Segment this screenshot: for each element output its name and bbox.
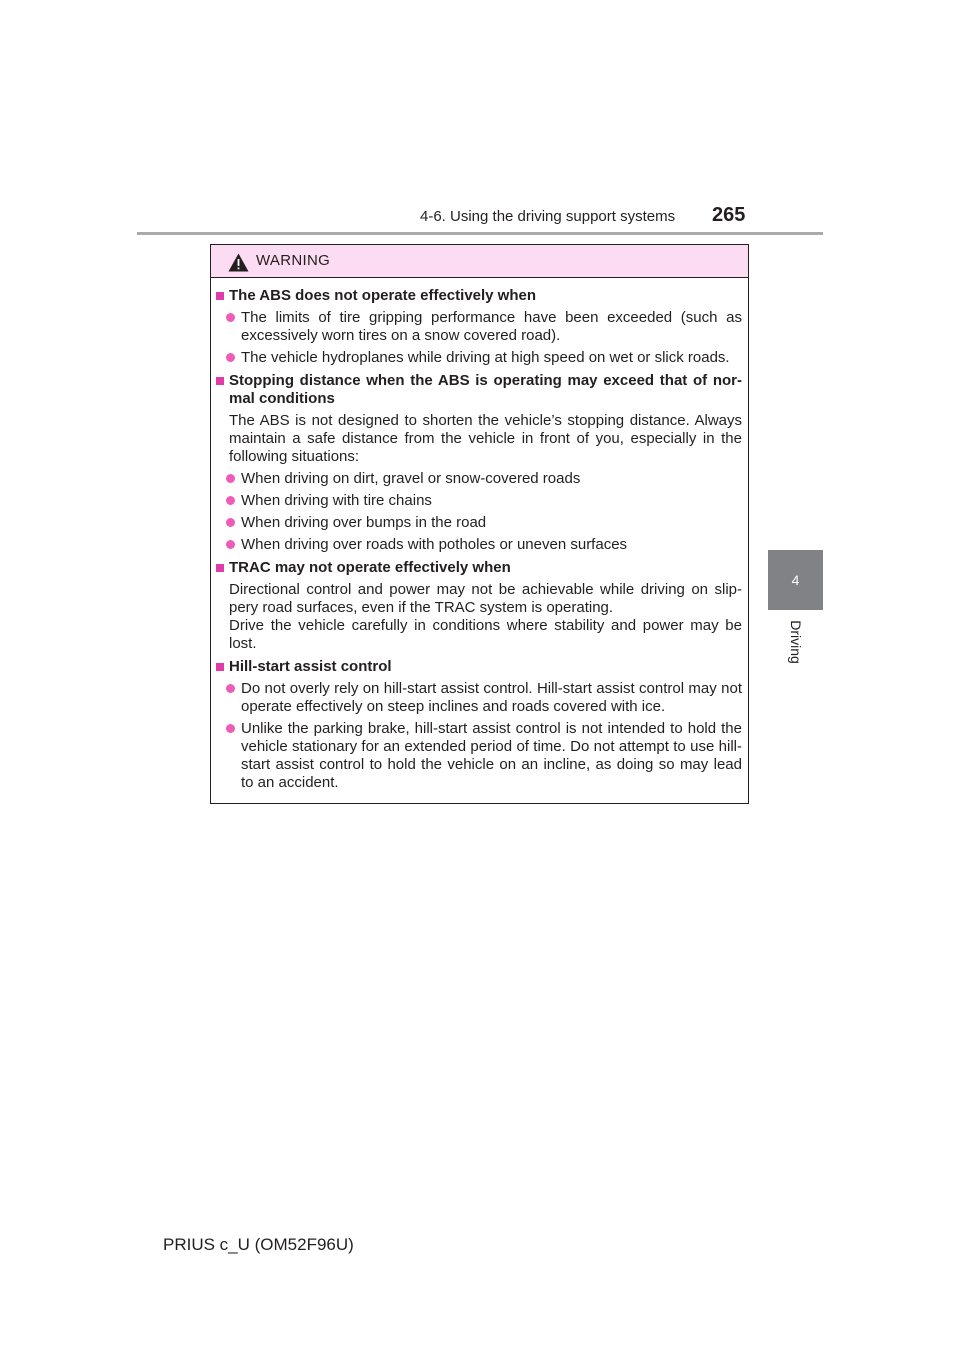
section-title-text: Stopping distance when the ABS is operating may exceed that of nor-mal conditions xyxy=(229,372,742,407)
list-item-text: When driving over bumps in the road xyxy=(241,514,487,531)
section-heading xyxy=(216,372,742,408)
list-item xyxy=(226,720,742,792)
section-title-text: TRAC may not operate effectively when xyxy=(229,559,511,576)
list-item xyxy=(226,514,742,532)
paragraph-line: Directional control and power may not be achievable while driving on slip-pery road surfaces, even if the TRAC system is operating. xyxy=(229,581,742,616)
section-title-text: The ABS does not operate effectively when xyxy=(229,287,537,304)
paragraph-line: Drive the vehicle carefully in conditions where stability and power may be lost. xyxy=(229,617,742,652)
section-paragraph: The ABS is not designed to shorten the vehicle’s stopping distance. Always maintain a safe distance from the vehicle in front of you, especially in the following situations: xyxy=(229,412,742,465)
list-item xyxy=(226,309,742,345)
section-heading xyxy=(216,287,742,305)
chapter-label: Driving xyxy=(787,620,804,664)
chapter-label-container xyxy=(768,612,823,672)
list-item-text: When driving with tire chains xyxy=(241,492,432,509)
list-item xyxy=(226,470,742,488)
square-bullet-icon xyxy=(216,377,224,385)
round-bullet-icon xyxy=(226,353,235,362)
warning-section-abs-ineffective xyxy=(216,287,742,367)
warning-triangle-icon xyxy=(228,253,249,272)
square-bullet-icon xyxy=(216,292,224,300)
warning-section-stopping-distance xyxy=(216,372,742,554)
warning-body xyxy=(211,278,748,792)
round-bullet-icon xyxy=(226,684,235,693)
list-item-text: Do not overly rely on hill-start assist control. Hill-start assist control may not operate effectively on steep inclines and roads covered with ice. xyxy=(241,680,742,715)
section-title-text: Hill-start assist control xyxy=(229,658,392,675)
list-item xyxy=(226,349,742,367)
header-divider xyxy=(137,232,823,235)
section-heading xyxy=(216,658,742,676)
section-paragraph xyxy=(229,581,742,653)
list-item xyxy=(226,536,742,554)
round-bullet-icon xyxy=(226,496,235,505)
list-item xyxy=(226,680,742,716)
list-item-text: The vehicle hydroplanes while driving at high speed on wet or slick roads. xyxy=(241,349,730,366)
square-bullet-icon xyxy=(216,663,224,671)
chapter-tab xyxy=(768,550,823,610)
list-item-text: When driving on dirt, gravel or snow-covered roads xyxy=(241,470,581,487)
list-item xyxy=(226,492,742,510)
round-bullet-icon xyxy=(226,518,235,527)
chapter-number: 4 xyxy=(791,572,800,588)
warning-label: WARNING xyxy=(256,252,331,269)
square-bullet-icon xyxy=(216,564,224,572)
section-title: 4-6. Using the driving support systems xyxy=(420,208,676,225)
warning-section-trac xyxy=(216,559,742,653)
footer-model-code: PRIUS c_U (OM52F96U) xyxy=(163,1235,354,1254)
round-bullet-icon xyxy=(226,724,235,733)
warning-section-hill-start xyxy=(216,658,742,792)
warning-header xyxy=(211,245,748,278)
page-number: 265 xyxy=(712,204,746,226)
round-bullet-icon xyxy=(226,313,235,322)
list-item-text: When driving over roads with potholes or uneven surfaces xyxy=(241,536,628,553)
list-item-text: Unlike the parking brake, hill-start assist control is not intended to hold the vehicle stationary for an extended period of time. Do not attempt to use hill-start assist control to hold the vehicle on an incline, as doing so may lead to an accident. xyxy=(241,720,742,791)
section-heading xyxy=(216,559,742,577)
warning-box xyxy=(210,244,749,804)
list-item-text: The limits of tire gripping performance have been exceeded (such as excessively worn tires on a snow covered road). xyxy=(241,309,742,344)
round-bullet-icon xyxy=(226,540,235,549)
round-bullet-icon xyxy=(226,474,235,483)
